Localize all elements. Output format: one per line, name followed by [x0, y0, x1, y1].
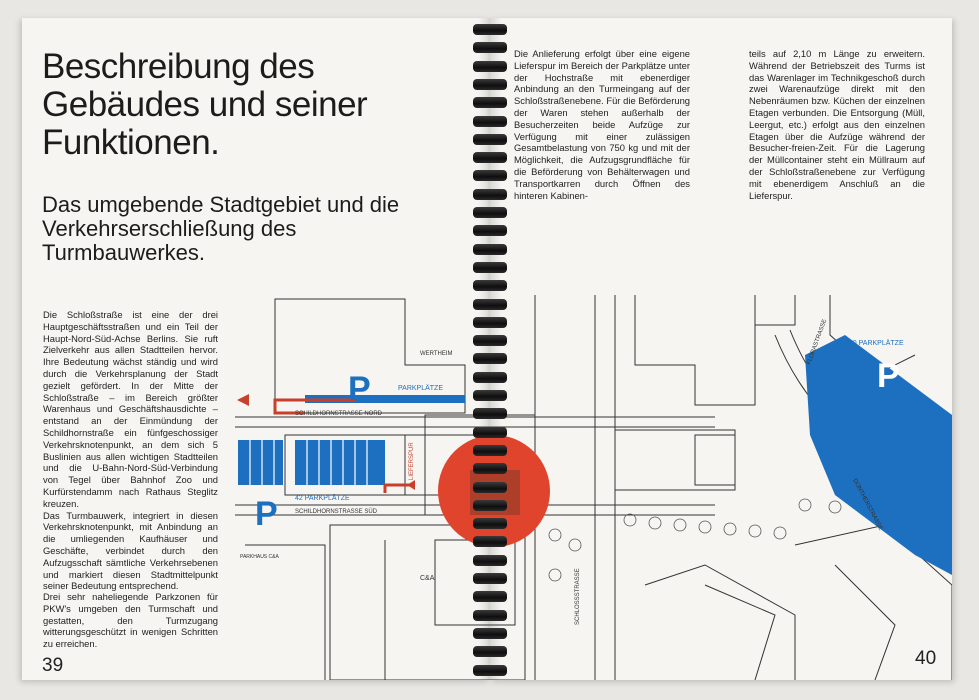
coil-loop — [473, 390, 507, 401]
coil-loop — [473, 134, 507, 145]
map-label: SCHILDHORNSTRASSE SÜD — [295, 509, 378, 515]
coil-loop — [473, 244, 507, 255]
coil-loop — [473, 225, 507, 236]
route-arrow — [385, 485, 410, 493]
coil-loop — [473, 299, 507, 310]
tree — [774, 527, 786, 539]
coil-loop — [473, 61, 507, 72]
map-label: SCHLOSSSTRASSE — [575, 568, 581, 625]
coil-loop — [473, 372, 507, 383]
tree — [799, 499, 811, 511]
coil-loop — [473, 152, 507, 163]
coil-loop — [473, 610, 507, 621]
paragraph: Die Schloßstraße ist eine der drei Hauptgeschäftsstraßen und ein Teil der Haupt-Nord-Süd-Achse Berlins. Sie ruft Zielverkehr aus allen Stadtteilen hervor. Ihre Bedeutung wächst ständig und wird durch die Verkehrsplanung der Stadt gezielt gefördert. In der Mitte der Schloßstraße – im Bereich größter Warenhaus und Geschäftshausdichte – entstand an der Einmündung der Schildhornstraße ein fünfgeschossiger Verkehrsknotenpunkt, an dem sich 5 Buslinien aus allen wichtigen Stadtteilen und die U-Bahn-Nord-Süd-Verbindung von Tegel über Bahnhof Zoo und Kurfürstendamm nach Rathaus Steglitz kreuzen. — [43, 309, 218, 509]
coil-loop — [473, 262, 507, 273]
building-outline — [835, 565, 895, 680]
tree — [549, 569, 561, 581]
paragraph: Das Turmbauwerk, integriert in diesen Verkehrsknotenpunkt, mit Anbindung an die umliegenden Kaufhäuser und Geschäfte, verbindet durch den Aufzugsschaft sämtliche Verkehrsebenen und markiert diesen Stadtmittelpunkt seiner Bedeutung entsprechend. — [43, 509, 218, 592]
tree — [829, 501, 841, 513]
coil-loop — [473, 555, 507, 566]
coil-loop — [473, 79, 507, 90]
parking-area — [238, 440, 283, 485]
coil-loop — [473, 536, 507, 547]
coil-loop — [473, 646, 507, 657]
building-outline — [705, 585, 775, 680]
tree — [549, 529, 561, 541]
coil-loop — [473, 427, 507, 438]
tree — [749, 525, 761, 537]
coil-loop — [473, 189, 507, 200]
body-text-right-col2 — [749, 48, 925, 201]
page-title: Beschreibung des Gebäudes und seiner Funktionen. — [42, 47, 368, 162]
coil-loop — [473, 335, 507, 346]
coil-loop — [473, 445, 507, 456]
paragraph: Die Anlieferung erfolgt über eine eigene Lieferspur im Bereich der Parkplätze unter der Hochstraße mit ebenerdiger Anbindung an den Turmeingang auf der Schloßstraßenebene. Für die Beförderung der Waren stehen außerhalb der Besucherzeiten beide Aufzüge zur Verfügung mit einer zulässigen Gesamtbelastung von 750 kg und mit der Möglichkeit, die Aufzugsgrundfläche für die Beförderung von Behälterwagen und Transportkarren durch Öffnen des hinteren Kabinen- — [514, 48, 690, 201]
building-outline — [635, 295, 755, 405]
tree — [724, 523, 736, 535]
coil-loop — [473, 463, 507, 474]
arrowhead — [407, 480, 415, 490]
body-text-left-bottom — [43, 591, 218, 650]
map-label: SCHILDHORNSTRASSE NORD — [295, 411, 383, 417]
map-label: LIEFERSPUR — [409, 442, 415, 480]
building-outline — [245, 545, 325, 680]
coil-loop — [473, 24, 507, 35]
coil-loop — [473, 591, 507, 602]
coil-loop — [473, 207, 507, 218]
coil-loop — [473, 353, 507, 364]
tree — [569, 539, 581, 551]
map-label: PARKHAUS C&A — [240, 554, 279, 560]
section-subtitle: Das umgebende Stadtgebiet und die Verkehrserschließung des Turmbauwerkes. — [42, 192, 400, 265]
page-number-right: 40 — [915, 648, 937, 669]
station-hall — [695, 435, 735, 485]
arrowhead — [237, 394, 249, 406]
station-hall — [615, 430, 735, 490]
coil-loop — [473, 482, 507, 493]
map-label: 250 PARKPLÄTZE — [845, 340, 904, 347]
page-number-left: 39 — [42, 655, 64, 676]
coil-loop — [473, 280, 507, 291]
coil-loop — [473, 170, 507, 181]
spiral-binding — [473, 24, 507, 684]
map-label: PARKPLÄTZE — [398, 385, 443, 392]
body-text-right-col1 — [514, 48, 690, 201]
coil-loop — [473, 500, 507, 511]
coil-loop — [473, 518, 507, 529]
parking-symbol: P — [348, 370, 371, 408]
site-plan-map — [235, 295, 952, 680]
parking-symbol: P — [877, 357, 900, 395]
paragraph: teils auf 2,10 m Länge zu erweitern. Während der Betriebszeit des Turms ist das Warenlager im Technikgeschoß durch zwei Warenaufzüge direkt mit den Nebenräumen bzw. Küchen der einzelnen Etagen verbunden. Die Entsorgung (Müll, Leergut, etc.) erfolgt aus den einzelnen Etagen über die Aufzüge während der Besucher-freien-Zeit. Für die Lagerung der Müllcontainer steht ein Müllraum auf der Schloßstraßenebene zur Verfügung mit ebenerdigem Anschluß an die Lieferspur. — [749, 48, 925, 201]
coil-loop — [473, 628, 507, 639]
map-label: DÜNTHERSTRASSE — [851, 478, 884, 532]
coil-loop — [473, 317, 507, 328]
tree — [674, 519, 686, 531]
parking-area — [295, 440, 385, 485]
map-label: FLORASTRASSE — [806, 318, 829, 366]
paragraph: Drei sehr naheliegende Parkzonen für PKW's umgeben den Turmschaft und gestatten, den Turmzugang witterungsgeschützt in wenigen Schritten zu erreichen. — [43, 591, 218, 650]
map-label: WERTHEIM — [420, 351, 453, 357]
coil-loop — [473, 573, 507, 584]
coil-loop — [473, 116, 507, 127]
coil-loop — [473, 42, 507, 53]
tree — [624, 514, 636, 526]
body-text-left — [43, 309, 218, 592]
coil-loop — [473, 665, 507, 676]
tree — [649, 517, 661, 529]
map-label: C&A — [420, 575, 435, 582]
building-outline — [755, 295, 795, 325]
coil-loop — [473, 408, 507, 419]
coil-loop — [473, 97, 507, 108]
map-label: 42 PARKPLÄTZE — [295, 495, 350, 502]
parking-symbol: P — [255, 495, 278, 533]
tree — [699, 521, 711, 533]
